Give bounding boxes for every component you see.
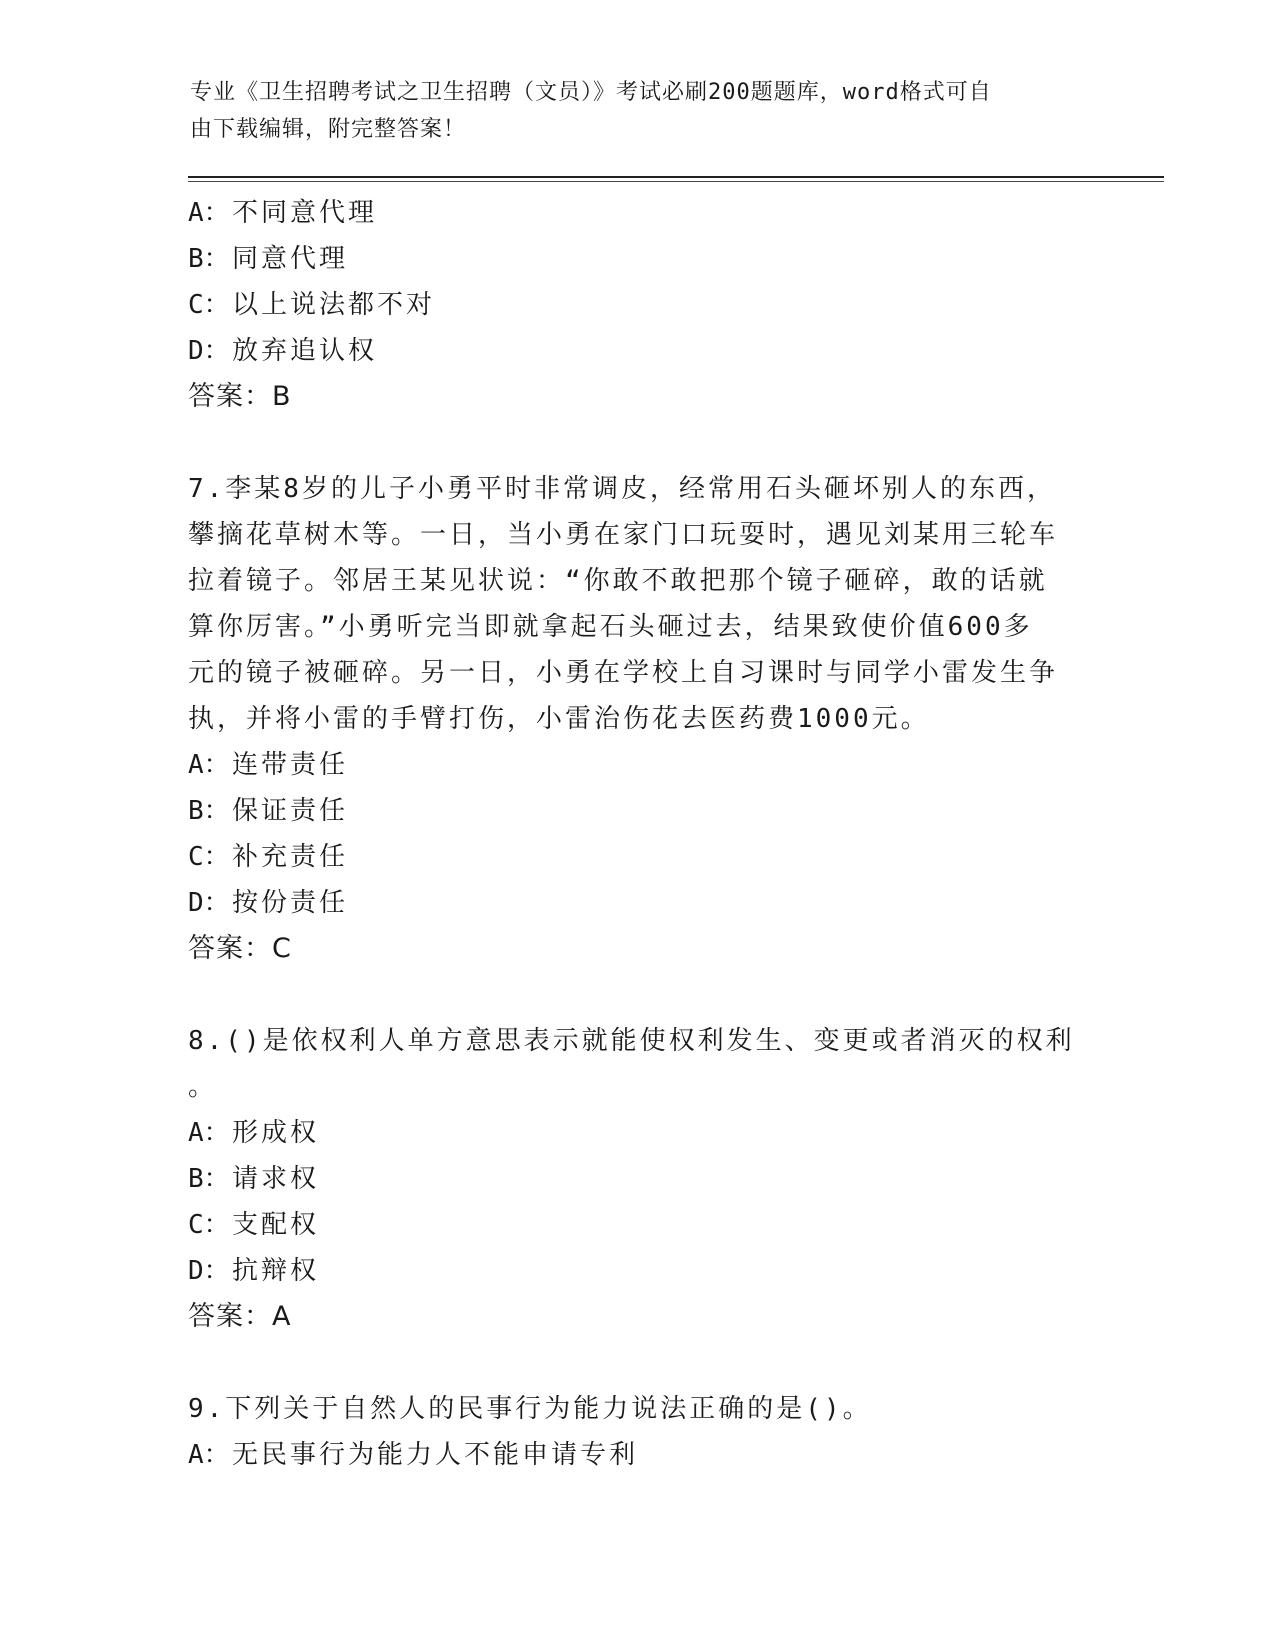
question-text-line: 7.李某8岁的儿子小勇平时非常调皮，经常用石头砸坏别人的东西， bbox=[188, 474, 1056, 504]
question-8 bbox=[188, 1018, 1088, 1340]
question-text-line: 拉着镜子。邻居王某见状说：“你敢不敢把那个镜子砸碎，敢的话就 bbox=[188, 566, 1048, 596]
question-prev bbox=[188, 190, 1088, 420]
answer-line: 答案：C bbox=[188, 933, 292, 964]
option-b: B：保证责任 bbox=[188, 796, 349, 826]
question-text-line: 。 bbox=[188, 1072, 218, 1102]
question-list bbox=[188, 190, 1088, 1478]
option-a: A：形成权 bbox=[188, 1118, 320, 1148]
option-b: B：请求权 bbox=[188, 1164, 320, 1194]
question-text-line: 攀摘花草树木等。一日，当小勇在家门口玩耍时，遇见刘某用三轮车 bbox=[188, 520, 1059, 550]
question-text-line: 算你厉害。”小勇听完当即就拿起石头砸过去，结果致使价值600多 bbox=[188, 612, 1033, 642]
header-divider-thin bbox=[188, 181, 1164, 182]
answer-line: 答案：A bbox=[188, 1301, 292, 1332]
document-header bbox=[190, 74, 1070, 148]
header-divider bbox=[188, 176, 1164, 178]
option-a: A：连带责任 bbox=[188, 750, 349, 780]
option-c: C：以上说法都不对 bbox=[188, 290, 436, 320]
question-text-line: 元的镜子被砸碎。另一日，小勇在学校上自习课时与同学小雷发生争 bbox=[188, 658, 1059, 688]
question-text-line: 执，并将小雷的手臂打伤，小雷治伤花去医药费1000元。 bbox=[188, 704, 930, 734]
option-a: A：不同意代理 bbox=[188, 198, 378, 228]
question-9 bbox=[188, 1386, 1088, 1478]
question-text-line: 9.下列关于自然人的民事行为能力说法正确的是()。 bbox=[188, 1394, 872, 1424]
option-c: C：补充责任 bbox=[188, 842, 349, 872]
answer-line: 答案：B bbox=[188, 381, 292, 412]
option-b: B：同意代理 bbox=[188, 244, 349, 274]
option-c: C：支配权 bbox=[188, 1210, 320, 1240]
question-7 bbox=[188, 466, 1088, 972]
option-d: D：抗辩权 bbox=[188, 1256, 320, 1286]
header-title-line-2: 由下载编辑，附完整答案！ bbox=[190, 117, 467, 142]
header-title-line-1: 专业《卫生招聘考试之卫生招聘（文员）》考试必刷200题题库，word格式可自 bbox=[190, 80, 992, 105]
option-a: A：无民事行为能力人不能申请专利 bbox=[188, 1440, 639, 1470]
option-d: D：放弃追认权 bbox=[188, 336, 378, 366]
question-text-line: 8.()是依权利人单方意思表示就能使权利发生、变更或者消灭的权利 bbox=[188, 1026, 1075, 1056]
option-d: D：按份责任 bbox=[188, 888, 349, 918]
